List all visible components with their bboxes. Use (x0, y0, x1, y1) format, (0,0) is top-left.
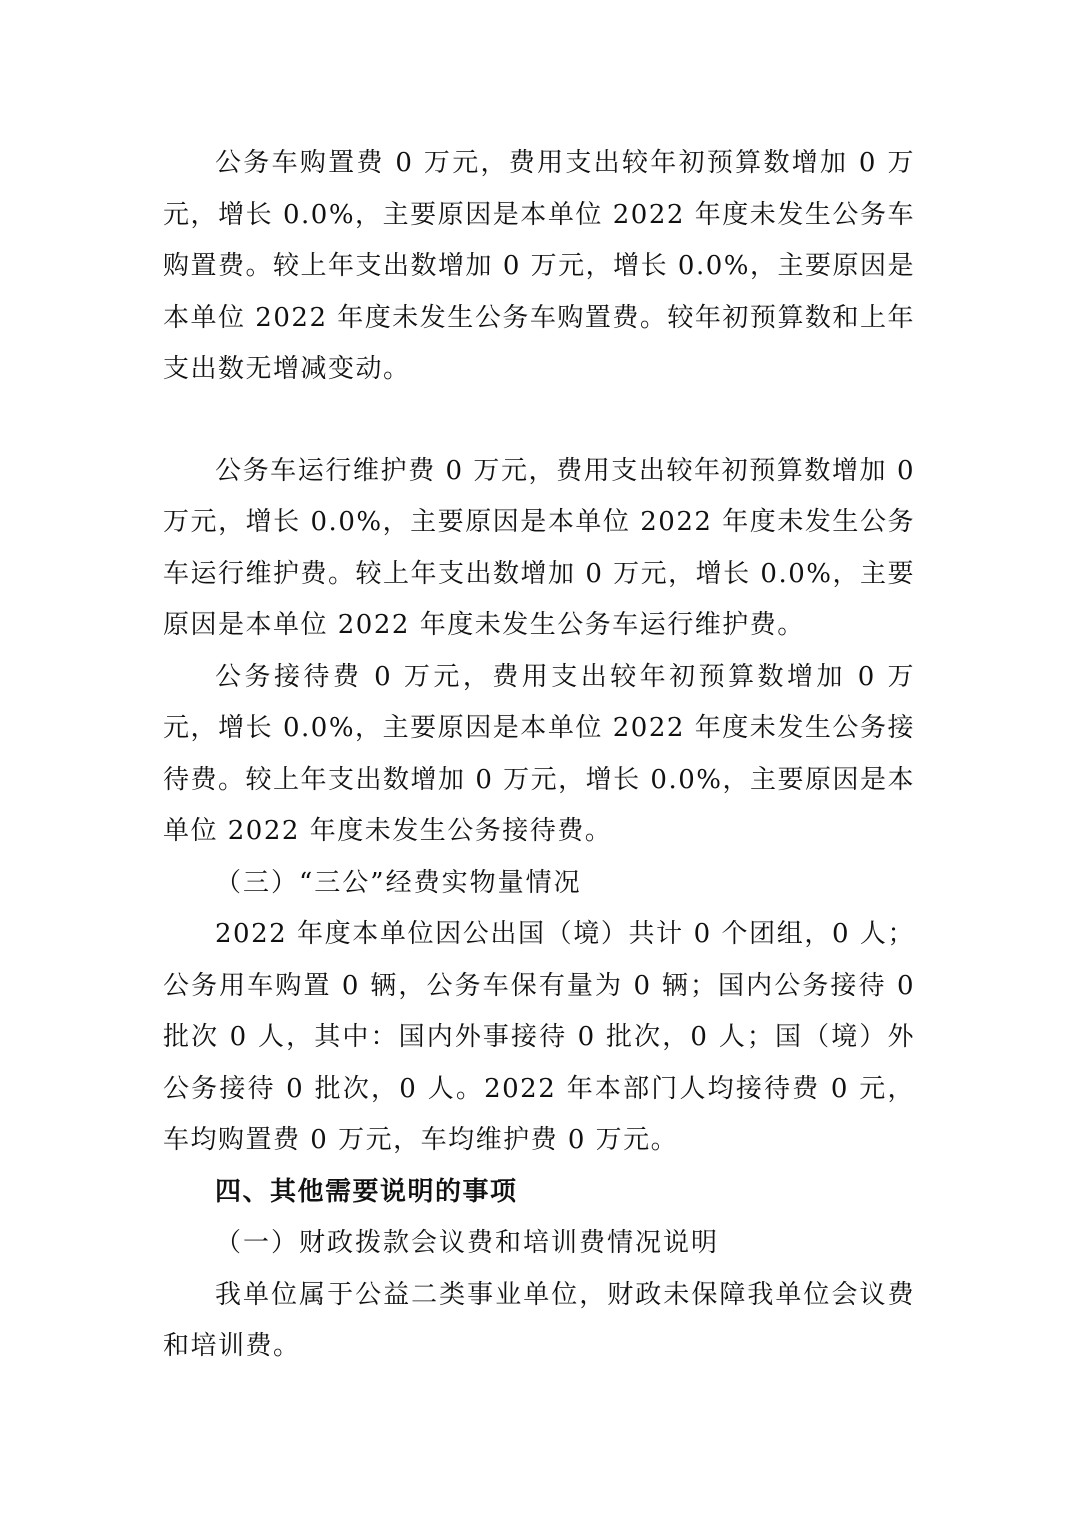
document-page (163, 138, 915, 1373)
paragraph-vehicle-maintenance: 公务车运行维护费 0 万元，费用支出较年初预算数增加 0 万元，增长 0.0%，主要原因是本单位 2022 年度未发生公务车运行维护费。较上年支出数增加 0 万元，增长 0.0%，主要原因是本单位 2022 年度未发生公务车运行维护费。 (163, 455, 915, 640)
paragraph-reception: 公务接待费 0 万元，费用支出较年初预算数增加 0 万元，增长 0.0%，主要原因是本单位 2022 年度未发生公务接待费。较上年支出数增加 0 万元，增长 0.0%，主要原因是本单位 2022 年度未发生公务接待费。 (163, 661, 915, 846)
heading-other-matters: 四、其他需要说明的事项 (215, 1176, 518, 1207)
paragraph-physical-quantity: 2022 年度本单位因公出国（境）共计 0 个团组，0 人；公务用车购置 0 辆，公务车保有量为 0 辆；国内公务接待 0 批次 0 人，其中：国内外事接待 0 批次，0 人；国（境）外公务接待 0 批次，0 人。2022 年本部门人均接待费 0 元，车均购置费 0 万元，车均维护费 0 万元。 (163, 919, 915, 1155)
subheading-physical-quantity: （三）“三公”经费实物量情况 (215, 867, 582, 898)
subheading-meeting-training: （一）财政拨款会议费和培训费情况说明 (215, 1228, 720, 1258)
paragraph-meeting-training: 我单位属于公益二类事业单位，财政未保障我单位会议费和培训费。 (163, 1279, 915, 1361)
paragraph-vehicle-purchase: 公务车购置费 0 万元，费用支出较年初预算数增加 0 万元，增长 0.0%，主要原因是本单位 2022 年度未发生公务车购置费。较上年支出数增加 0 万元，增长 0.0%，主要原因是本单位 2022 年度未发生公务车购置费。较年初预算数和上年支出数无增减变动。 (163, 148, 915, 384)
paragraph-gap (163, 396, 915, 446)
